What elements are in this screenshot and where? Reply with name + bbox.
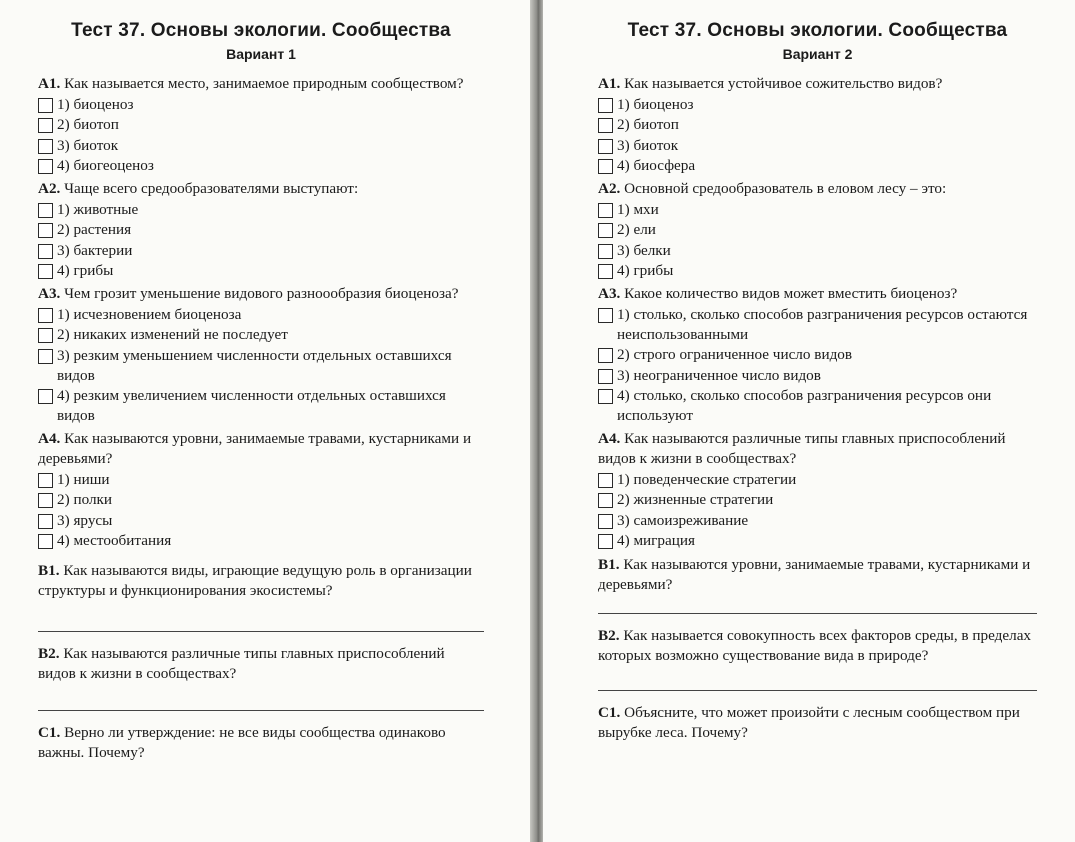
question-a3 [38,284,484,426]
checkbox-icon[interactable] [38,473,53,488]
page-variant-1 [0,0,532,842]
question-b2 [598,626,1037,691]
checkbox-icon[interactable] [38,264,53,279]
question-label: С1. [598,704,621,721]
question-a2 [598,179,1037,281]
option-item[interactable]: 4) грибы [598,261,1037,281]
question-b1 [598,555,1037,614]
option-item[interactable]: 4) резким увеличением численности отдельных оставшихся видов [38,386,484,426]
question-a1 [598,74,1037,176]
question-text: Как называется место, занимаемое природным сообществом? [64,75,464,92]
option-item[interactable]: 1) исчезновением биоценоза [38,305,484,325]
question-text: Как называется совокупность всех факторов среды, в пределах которых возможно существование вида в природе? [598,627,1032,664]
question-text: Объясните, что может произойти с лесным сообществом при вырубке леса. Почему? [598,704,1020,741]
option-item[interactable]: 3) бактерии [38,241,484,261]
checkbox-icon[interactable] [598,534,613,549]
question-label: В1. [38,562,60,579]
question-text: Как называется устойчивое сожительство видов? [624,75,943,92]
question-text: Как называются различные типы главных приспособлений видов к жизни в сообществах? [38,645,445,682]
option-item[interactable]: 2) никаких изменений не последует [38,325,484,345]
question-label: А1. [38,75,61,92]
question-text: Верно ли утверждение: не все виды сообщества одинаково важны. Почему? [38,724,446,761]
question-label: А4. [38,430,61,447]
checkbox-icon[interactable] [598,514,613,529]
question-label: А2. [38,180,61,197]
question-b2 [38,644,484,711]
option-item[interactable]: 2) строго ограниченное число видов [598,345,1037,365]
option-item[interactable]: 2) биотоп [38,115,484,135]
option-item[interactable]: 2) жизненные стратегии [598,490,1037,510]
option-list [38,200,484,282]
option-item[interactable]: 1) ниши [38,470,484,490]
checkbox-icon[interactable] [598,308,613,323]
option-item[interactable]: 2) биотоп [598,115,1037,135]
option-item[interactable]: 2) ели [598,220,1037,240]
question-text: Как называются виды, играющие ведущую роль в организации структуры и функционирования экосистемы? [38,562,472,599]
question-c1 [598,703,1037,743]
option-item[interactable]: 1) мхи [598,200,1037,220]
option-item[interactable]: 2) полки [38,490,484,510]
option-item[interactable]: 1) биоценоз [598,95,1037,115]
question-label: А1. [598,75,621,92]
checkbox-icon[interactable] [38,389,53,404]
question-text: Основной средообразователь в еловом лесу – это: [624,180,947,197]
option-item[interactable]: 4) местообитания [38,531,484,551]
option-item[interactable]: 3) белки [598,241,1037,261]
question-text: Как называются различные типы главных приспособлений видов к жизни в сообществах? [598,430,1006,467]
checkbox-icon[interactable] [38,493,53,508]
checkbox-icon[interactable] [38,139,53,154]
checkbox-icon[interactable] [38,534,53,549]
option-list [38,305,484,427]
question-text: Как называются уровни, занимаемые травами, кустарниками и деревьями? [38,430,472,467]
question-text: Какое количество видов может вместить биоценоз? [624,285,958,302]
question-label: С1. [38,724,61,741]
question-label: В1. [598,556,620,573]
checkbox-icon[interactable] [598,264,613,279]
question-a4 [38,429,484,551]
option-list [38,95,484,177]
option-list [598,200,1037,282]
checkbox-icon[interactable] [598,369,613,384]
variant-heading: Вариант 2 [782,46,853,62]
option-item[interactable]: 3) биоток [38,136,484,156]
page-title: Тест 37. Основы экологии. Сообщества [71,20,451,41]
option-list [38,470,484,552]
option-item[interactable]: 1) биоценоз [38,95,484,115]
option-list [598,95,1037,177]
answer-line[interactable] [598,668,1037,691]
option-list [598,305,1037,427]
checkbox-icon[interactable] [598,203,613,218]
checkbox-icon[interactable] [598,389,613,404]
question-b1 [38,561,484,632]
option-item[interactable]: 1) столько, сколько способов разграничения ресурсов остаются неиспользованными [598,305,1037,345]
answer-line[interactable] [598,597,1037,614]
question-text: Чаще всего средообразователями выступают: [64,180,359,197]
question-label: В2. [598,627,620,644]
checkbox-icon[interactable] [598,244,613,259]
option-item[interactable]: 3) резким уменьшением численности отдельных оставшихся видов [38,346,484,386]
option-item[interactable]: 4) столько, сколько способов разграничения ресурсов они используют [598,386,1037,426]
option-item[interactable]: 4) биогеоценоз [38,156,484,176]
option-item[interactable]: 2) растения [38,220,484,240]
checkbox-icon[interactable] [598,118,613,133]
answer-line[interactable] [38,603,484,632]
checkbox-icon[interactable] [598,139,613,154]
option-item[interactable]: 3) самоизреживание [598,511,1037,531]
checkbox-icon[interactable] [38,244,53,259]
question-text: Чем грозит уменьшение видового разноообразия биоценоза? [64,285,459,302]
page-title: Тест 37. Основы экологии. Сообщества [627,20,1008,41]
question-a2 [38,179,484,281]
answer-line[interactable] [38,686,484,711]
checkbox-icon[interactable] [38,349,53,364]
option-item[interactable]: 1) животные [38,200,484,220]
checkbox-icon[interactable] [598,223,613,238]
checkbox-icon[interactable] [598,348,613,363]
checkbox-icon[interactable] [38,328,53,343]
question-a4 [598,429,1037,551]
question-label: А2. [598,180,621,197]
option-item[interactable]: 3) ярусы [38,511,484,531]
checkbox-icon[interactable] [38,203,53,218]
option-item[interactable]: 1) поведенческие стратегии [598,470,1037,490]
question-label: А3. [38,285,61,302]
option-list [598,470,1037,552]
question-a3 [598,284,1037,426]
option-item[interactable]: 3) биоток [598,136,1037,156]
checkbox-icon[interactable] [598,159,613,174]
question-label: А4. [598,430,621,447]
question-a1 [38,74,484,176]
question-c1 [38,723,484,763]
checkbox-icon[interactable] [598,98,613,113]
checkbox-icon[interactable] [38,98,53,113]
checkbox-icon[interactable] [38,159,53,174]
checkbox-icon[interactable] [38,514,53,529]
option-item[interactable]: 4) биосфера [598,156,1037,176]
checkbox-icon[interactable] [598,473,613,488]
question-text: Как называются уровни, занимаемые травами, кустарниками и деревьями? [598,556,1031,593]
checkbox-icon[interactable] [598,493,613,508]
checkbox-icon[interactable] [38,118,53,133]
option-item[interactable]: 3) неограниченное число видов [598,366,1037,386]
option-item[interactable]: 4) грибы [38,261,484,281]
option-item[interactable]: 4) миграция [598,531,1037,551]
question-label: В2. [38,645,60,662]
checkbox-icon[interactable] [38,223,53,238]
question-label: А3. [598,285,621,302]
checkbox-icon[interactable] [38,308,53,323]
variant-heading: Вариант 1 [226,46,296,62]
page-variant-2 [543,0,1075,842]
